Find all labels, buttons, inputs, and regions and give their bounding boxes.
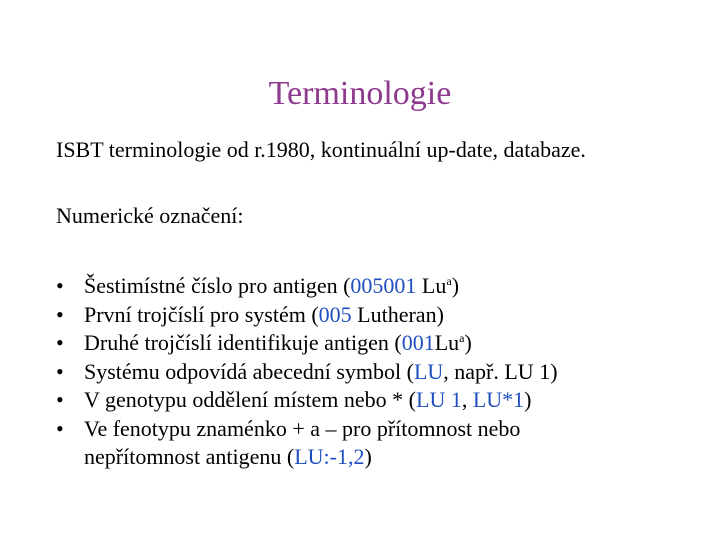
bullet-icon: • xyxy=(56,415,64,441)
bullet-icon: • xyxy=(56,273,64,298)
list-item: • Druhé trojčíslí identifikuje antigen (001Lu$^a$) xyxy=(56,329,696,358)
intro-text: ISBT terminologie od r.1980, kontinuální up-date, databaze. xyxy=(56,137,586,162)
slide-title: Terminologie xyxy=(268,75,452,112)
highlight-text: 001 xyxy=(401,330,435,355)
highlight-text: LU*1 xyxy=(472,387,525,412)
superscript: a xyxy=(446,274,452,288)
highlight-text: 005001 xyxy=(350,273,417,298)
bullet-icon: • xyxy=(56,358,64,384)
numeric-label: Numerické označení: xyxy=(56,203,244,228)
bullet-icon: • xyxy=(56,330,64,355)
highlight-text: LU 1 xyxy=(416,387,462,412)
superscript: a xyxy=(459,331,465,345)
bullet-icon: • xyxy=(56,387,64,412)
list-item: • Ve fenotypu znaménko + a – pro přítomnost nebo nepřítomnost antigenu (LU:-1,2) xyxy=(56,415,521,469)
list-item: • První trojčíslí pro systém (005 Lutheran) xyxy=(56,301,696,330)
highlight-text: LU xyxy=(413,358,444,384)
list-item: • Šestimístné číslo pro antigen (005001 Lu$^a$) xyxy=(56,272,696,301)
list-item: • Systému odpovídá abecední symbol (LU, např. LU 1) xyxy=(56,358,696,387)
highlight-text: LU:-1,2 xyxy=(294,444,365,469)
list-item: • V genotypu oddělení místem nebo * (LU 1, LU*1) xyxy=(56,386,696,415)
bullet-list xyxy=(56,272,696,472)
highlight-text: 005 xyxy=(318,301,352,327)
bullet-icon: • xyxy=(56,301,64,327)
